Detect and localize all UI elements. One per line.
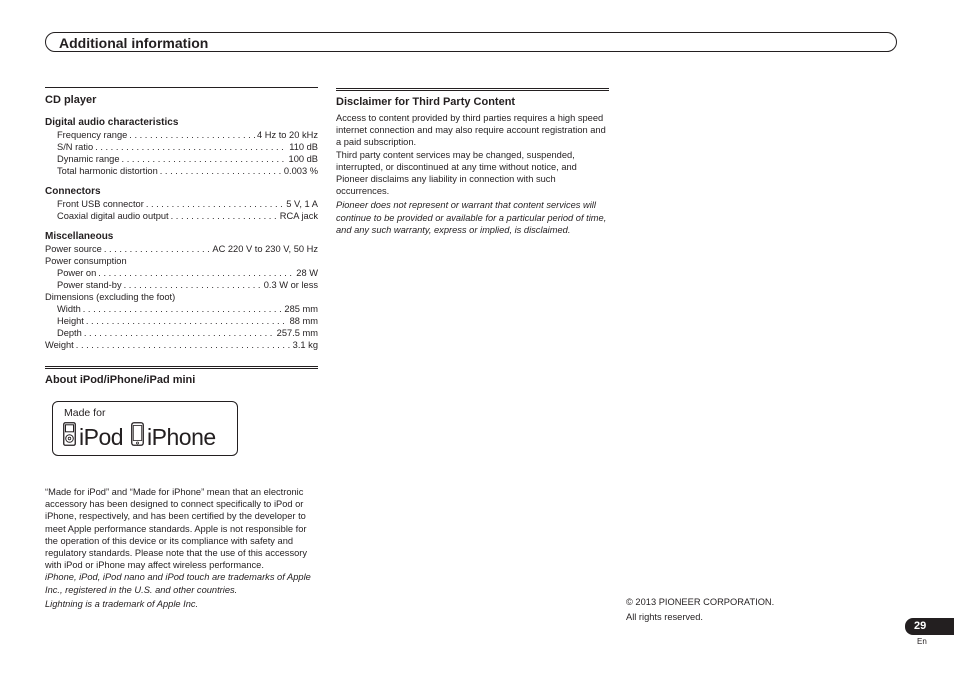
spec-label: Total harmonic distortion [57,166,158,176]
leader-dots [160,165,282,177]
spec-value: 5 V, 1 A [286,199,318,209]
made-for-ipod-iphone-badge [52,401,238,456]
spec-label: Frequency range [57,130,128,140]
spec-row-standby [45,279,318,291]
spec-row-sn-ratio [45,141,318,153]
digital-audio-heading: Digital audio characteristics [45,117,179,128]
disclaimer-heading: Disclaimer for Third Party Content [336,96,516,108]
language-code: En [917,637,927,646]
ipod-logo-text: iPod [79,424,124,450]
disclaimer-paragraph-2: Third party content services may be changed, suspended, interrupted, or discontinued at any time without notice, and Pioneer disclaims any liability in connection with such occurrences. [336,149,577,197]
leader-dots [124,279,262,291]
spec-label: Power stand-by [57,280,122,290]
spec-value: 110 dB [289,142,318,152]
spec-value: RCA jack [279,211,318,221]
leader-dots [129,129,255,141]
leader-dots [86,315,288,327]
page-title: Additional information [59,35,209,51]
spec-label: S/N ratio [57,142,94,152]
leader-dots [95,141,287,153]
disclaimer-paragraph-1: Access to content provided by third parties requires a high speed internet connection and may also require account registration and a paid subscription. [336,113,606,148]
spec-value: 28 W [296,268,318,278]
ipod-device-icon [63,422,76,452]
spec-row-power-on [45,267,318,279]
spec-value: 257.5 mm [276,328,318,338]
spec-label: Dynamic range [57,154,120,164]
spec-label: Weight [45,340,74,350]
iphone-logo-text: iPhone [147,424,216,450]
trademark-paragraph: iPhone, iPod, iPod nano and iPod touch are trademarks of Apple Inc., registered in the U.S. and other countries. [45,572,311,595]
spec-row-dynamic-range [45,153,318,165]
spec-label: Power source [45,244,102,254]
spec-row-coaxial [45,210,318,222]
section-divider [336,88,609,91]
spec-row-usb [45,198,318,210]
spec-label: Coaxial digital audio output [57,211,169,221]
leader-dots [104,243,211,255]
spec-label: Power on [57,268,97,278]
copyright-line: © 2013 PIONEER CORPORATION. [626,597,775,607]
mfi-paragraph: “Made for iPod” and “Made for iPhone” mean that an electronic accessory has been designed to connect specifically to iPod or iPhone, respectively, and has been certified by the developer to meet Apple performance standards. Apple is not responsible for the operation of this device or its compliance with safety and regulatory standards. Please note that the use of this accessory with iPod or iPhone may affect wireless performance. [45,487,308,571]
section-divider [45,87,318,88]
spec-value: 100 dB [288,154,318,164]
spec-value: AC 220 V to 230 V, 50 Hz [212,244,318,254]
spec-label: Depth [57,328,82,338]
spec-value: 3.1 kg [292,340,318,350]
leader-dots [98,267,294,279]
spec-label: Front USB connector [57,199,144,209]
copyright-notice [626,596,774,623]
spec-row-width [45,303,318,315]
section-header-bar [45,32,897,52]
spec-row-power-source [45,243,318,255]
page-number-tab: 29 [905,618,954,635]
spec-row-weight [45,339,318,351]
spec-value: 285 mm [284,304,318,314]
misc-heading: Miscellaneous [45,231,114,242]
spec-value: 88 mm [289,316,318,326]
leader-dots [122,153,287,165]
lightning-paragraph: Lightning is a trademark of Apple Inc. [45,598,199,609]
spec-row-frequency [45,129,318,141]
leader-dots [76,339,291,351]
ipod-heading: About iPod/iPhone/iPad mini [45,374,196,386]
leader-dots [84,327,275,339]
spec-row-depth [45,327,318,339]
badge-made-for-text: Made for [64,407,106,419]
iphone-device-icon [131,422,144,452]
badge-logos [63,422,216,452]
leader-dots [171,210,278,222]
spec-label: Width [57,304,81,314]
spec-label: Height [57,316,84,326]
spec-value: 0.003 % [283,166,318,176]
disclaimer-paragraph-3: Pioneer does not represent or warrant that content services will continue to be provided or available for a particular period of time, and any such warranty, express or implied, is disclaimed. [336,200,607,235]
section-divider [45,366,318,369]
leader-dots [146,198,284,210]
power-consumption-label: Power consumption [45,256,127,266]
leader-dots [83,303,283,315]
middle-column [336,88,609,236]
cd-player-heading: CD player [45,94,97,106]
spec-value: 4 Hz to 20 kHz [257,130,318,140]
spec-row-height [45,315,318,327]
connectors-heading: Connectors [45,186,101,197]
dimensions-label: Dimensions (excluding the foot) [45,292,176,302]
left-column [45,87,318,610]
rights-line: All rights reserved. [626,611,703,622]
spec-value: 0.3 W or less [263,280,318,290]
spec-row-thd [45,165,318,177]
